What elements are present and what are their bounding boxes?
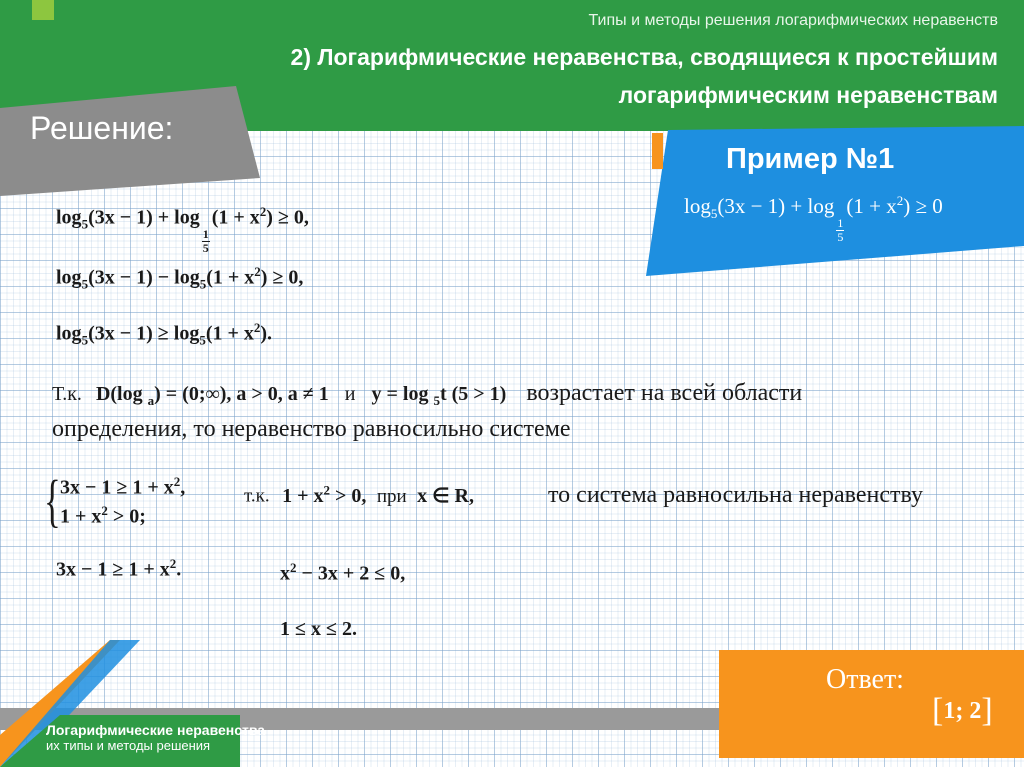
reasoning-line2: определения, то неравенство равносильно системе	[52, 416, 571, 442]
reasoning-line1	[52, 380, 802, 409]
answer-value: [1; 2]	[932, 692, 993, 729]
answer-label: Ответ:	[826, 664, 904, 695]
footer-line2: их типы и методы решения	[46, 738, 211, 753]
header-title-line1: 2) Логарифмические неравенства, сводящиеся к простейшим	[290, 44, 998, 70]
step-3: $\log_5(3x - 1) \ge \log_5(1 + x^2)$.	[56, 320, 273, 348]
system-cond: $1 + x^2 > 0$,	[282, 482, 367, 507]
result-ineq: $3x - 1 \ge 1 + x^2$.	[56, 556, 182, 581]
example-formula: $\log_5(3x - 1) + \log$ $\frac{1}{5}$ $(1 + x^2) \ge 0$	[684, 193, 943, 244]
result-range: 1 ≤ x ≤ 2.	[280, 618, 357, 640]
footer-line1: Логарифмические неравенства	[46, 722, 266, 738]
reasoning-tk: Т.к.	[52, 383, 82, 405]
system-pri: при	[376, 485, 407, 507]
solution-label: Решение:	[30, 110, 174, 146]
reasoning-and: и	[344, 383, 356, 405]
result-quad: $x^2 - 3x + 2 \le 0$,	[280, 560, 406, 585]
step-1: $\log_5(3x - 1) + \log$ $\frac{1}{5}$ $(1 + x^2) \ge 0$,	[56, 204, 309, 255]
system-eq2: $1 + x^2 > 0$;	[60, 503, 146, 528]
system-tail: то система равносильна неравенству	[548, 482, 923, 508]
header-title-line2: логарифмическим неравенствам	[618, 82, 998, 108]
system-eq1: $3x - 1 \ge 1 + x^2$,	[60, 474, 186, 499]
system-cond2: x ∈ R,	[417, 484, 474, 507]
example-accent	[652, 133, 663, 169]
reasoning-line1-tail: возрастает на всей области	[526, 380, 803, 406]
system-tk: т.к.	[244, 485, 270, 507]
step-2: $\log_5(3x - 1) - \log_5(1 + x^2) \ge 0$,	[56, 264, 304, 292]
answer-value-text: 1; 2	[943, 698, 982, 724]
domain-formula: D(log $_a$) = (0;∞), a > 0, a ≠ 1	[95, 383, 329, 408]
system-brace: {	[44, 468, 61, 533]
function-formula: y = log $_5$t (5 > 1)	[371, 383, 507, 408]
system-condition	[244, 482, 474, 508]
example-title: Пример №1	[726, 143, 895, 175]
header-left-strip	[32, 0, 54, 20]
header-subtitle: Типы и методы решения логарифмических неравенств	[588, 12, 998, 29]
